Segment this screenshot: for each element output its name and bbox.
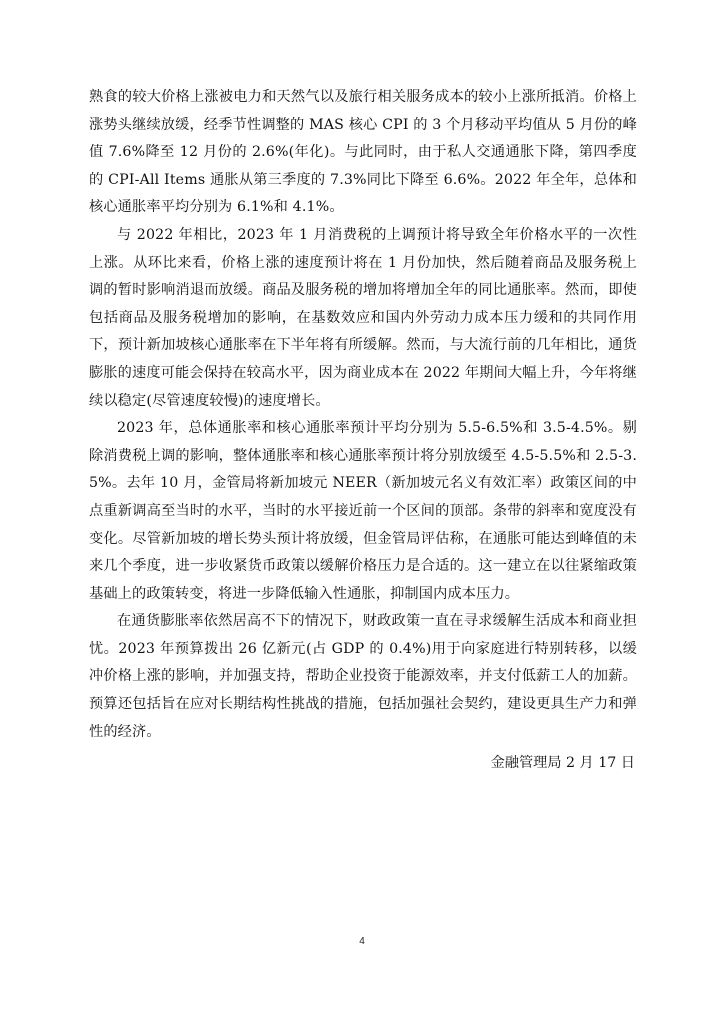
- paragraph-inflation-forecast: 2023 年，总体通胀率和核心通胀率预计平均分别为 5.5-6.5%和 3.5-4.5%。剔除消费税上调的影响，整体通胀率和核心通胀率预计将分别放缓至 4.5-5.5%和 2.5-3.5%。去年 10 月，金管局将新加坡元 NEER（新加坡元名义有效汇率）政策区间的中点重新调高至当时的水平，当时的水平接近前一个区间的顶部。条带的斜率和宽度没有变化。尽管新加坡的增长势头预计将放缓，但金管局评估称，在通胀可能达到峰值的未来几个季度，进一步收紧货币政策以缓解价格压力是合适的。这一建立在以往紧缩政策基础上的政策转变，将进一步降低输入性通胀，抑制国内成本压力。: [89, 420, 637, 602]
- page-number: 4: [359, 936, 365, 947]
- paragraph-fiscal-policy: 在通货膨胀率依然居高不下的情况下，财政政策一直在寻求缓解生活成本和商业担忧。2023 年预算拨出 26 亿新元(占 GDP 的 0.4%)用于向家庭进行特别转移，以缓冲价格上涨的影响，并加强支持，帮助企业投资于能源效率，并支付低薪工人的加薪。预算还包括旨在应对长期结构性挑战的措施，包括加强社会契约，建设更具生产力和弹性的经济。: [89, 613, 637, 740]
- document-body: [89, 84, 637, 778]
- paragraph-gst-outlook: 与 2022 年相比，2023 年 1 月消费税的上调预计将导致全年价格水平的一次性上涨。从环比来看，价格上涨的速度预计将在 1 月份加快，然后随着商品及服务税上调的暂时影响消退而放缓。商品及服务税的增加将增加全年的同比通胀率。然而，即使包括商品及服务税增加的影响，在基数效应和国内外劳动力成本压力缓和的共同作用下，预计新加坡核心通胀率在下半年将有所缓解。然而，与大流行前的几年相比，通货膨胀的速度可能会保持在较高水平，因为商业成本在 2022 年期间大幅上升，今年将继续以稳定(尽管速度较慢)的速度增长。: [89, 226, 637, 409]
- paragraph-continued: 熟食的较大价格上涨被电力和天然气以及旅行相关服务成本的较小上涨所抵消。价格上涨势头继续放缓，经季节性调整的 MAS 核心 CPI 的 3 个月移动平均值从 5 月份的峰值 7.6%降至 12 月份的 2.6%(年化)。与此同时，由于私人交通通胀下降，第四季度的 CPI-All Items 通胀从第三季度的 7.3%同比下降至 6.6%。2022 年全年，总体和核心通胀率平均分别为 6.1%和 4.1%。: [89, 89, 637, 216]
- signature-line: 金融管理局 2 月 17 日: [490, 755, 635, 772]
